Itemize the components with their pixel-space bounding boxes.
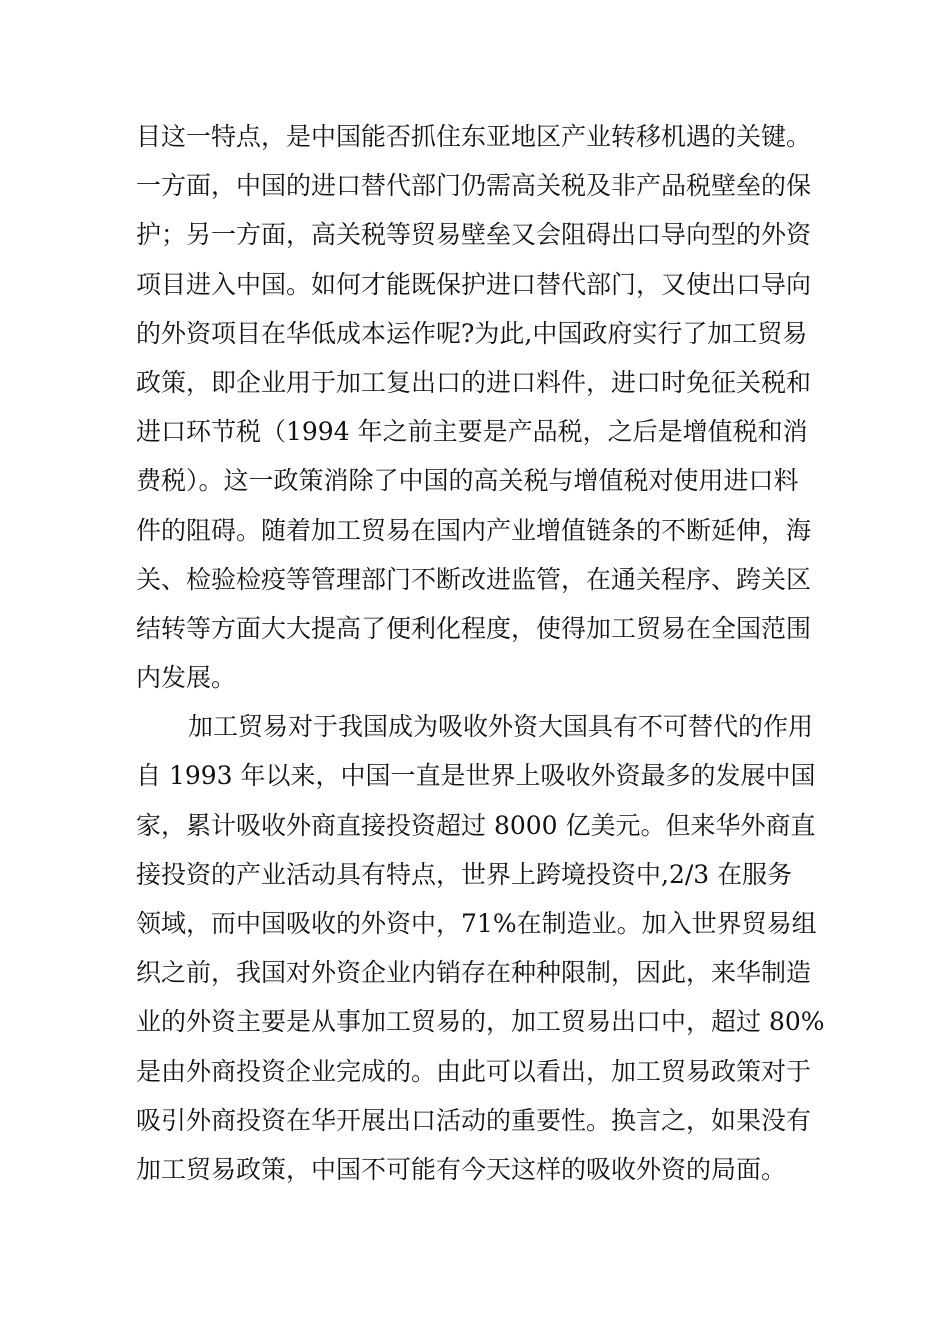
text-line: 加工贸易对于我国成为吸收外资大国具有不可替代的作用 [188, 712, 814, 742]
text-line: 进口环节税（1994 年之前主要是产品税，之后是增值税和消 [136, 417, 808, 447]
text-line: 关、检验检疫等管理部门不断改进监管，在通关程序、跨关区 [136, 564, 812, 594]
text-line: 费税）。这一政策消除了中国的高关税与增值税对使用进口料 [136, 466, 799, 496]
text-line: 护；另一方面，高关税等贸易壁垒又会阻碍出口导向型的外资 [136, 220, 812, 250]
text-line: 接投资的产业活动具有特点，世界上跨境投资中,2/3 在服务 [136, 859, 793, 889]
text-line: 一方面，中国的进口替代部门仍需高关税及非产品税壁垒的保 [136, 171, 812, 201]
text-line: 加工贸易政策，中国不可能有今天这样的吸收外资的局面。 [136, 1154, 787, 1184]
text-line: 项目进入中国。如何才能既保护进口替代部门，又使出口导向 [136, 269, 812, 299]
text-line: 目这一特点，是中国能否抓住东亚地区产业转移机遇的关键。 [136, 122, 812, 151]
text-line: 政策，即企业用于加工复出口的进口料件，进口时免征关税和 [136, 367, 812, 397]
text-line: 业的外资主要是从事加工贸易的，加工贸易出口中，超过 80% [136, 1007, 825, 1037]
paragraph-2 [136, 702, 836, 1194]
text-line: 自 1993 年以来，中国一直是世界上吸收外资最多的发展中国 [136, 761, 816, 791]
text-line: 内发展。 [136, 663, 237, 693]
text-line: 的外资项目在华低成本运作呢?为此,中国政府实行了加工贸易 [136, 318, 808, 348]
text-line: 件的阻碍。随着加工贸易在国内产业增值链条的不断延伸，海 [136, 515, 812, 545]
text-line: 家，累计吸收外商直接投资超过 8000 亿美元。但来华外商直 [136, 810, 816, 840]
text-line: 是由外商投资企业完成的。由此可以看出，加工贸易政策对于 [136, 1056, 812, 1086]
text-line: 领域，而中国吸收的外资中，71%在制造业。加入世界贸易组 [136, 909, 817, 938]
paragraph-1 [136, 112, 836, 702]
document-body [136, 112, 836, 1194]
text-line: 吸引外商投资在华开展出口活动的重要性。换言之，如果没有 [136, 1105, 812, 1135]
text-line: 织之前，我国对外资企业内销存在种种限制，因此，来华制造 [136, 958, 812, 988]
text-line: 结转等方面大大提高了便利化程度，使得加工贸易在全国范围 [136, 613, 812, 643]
